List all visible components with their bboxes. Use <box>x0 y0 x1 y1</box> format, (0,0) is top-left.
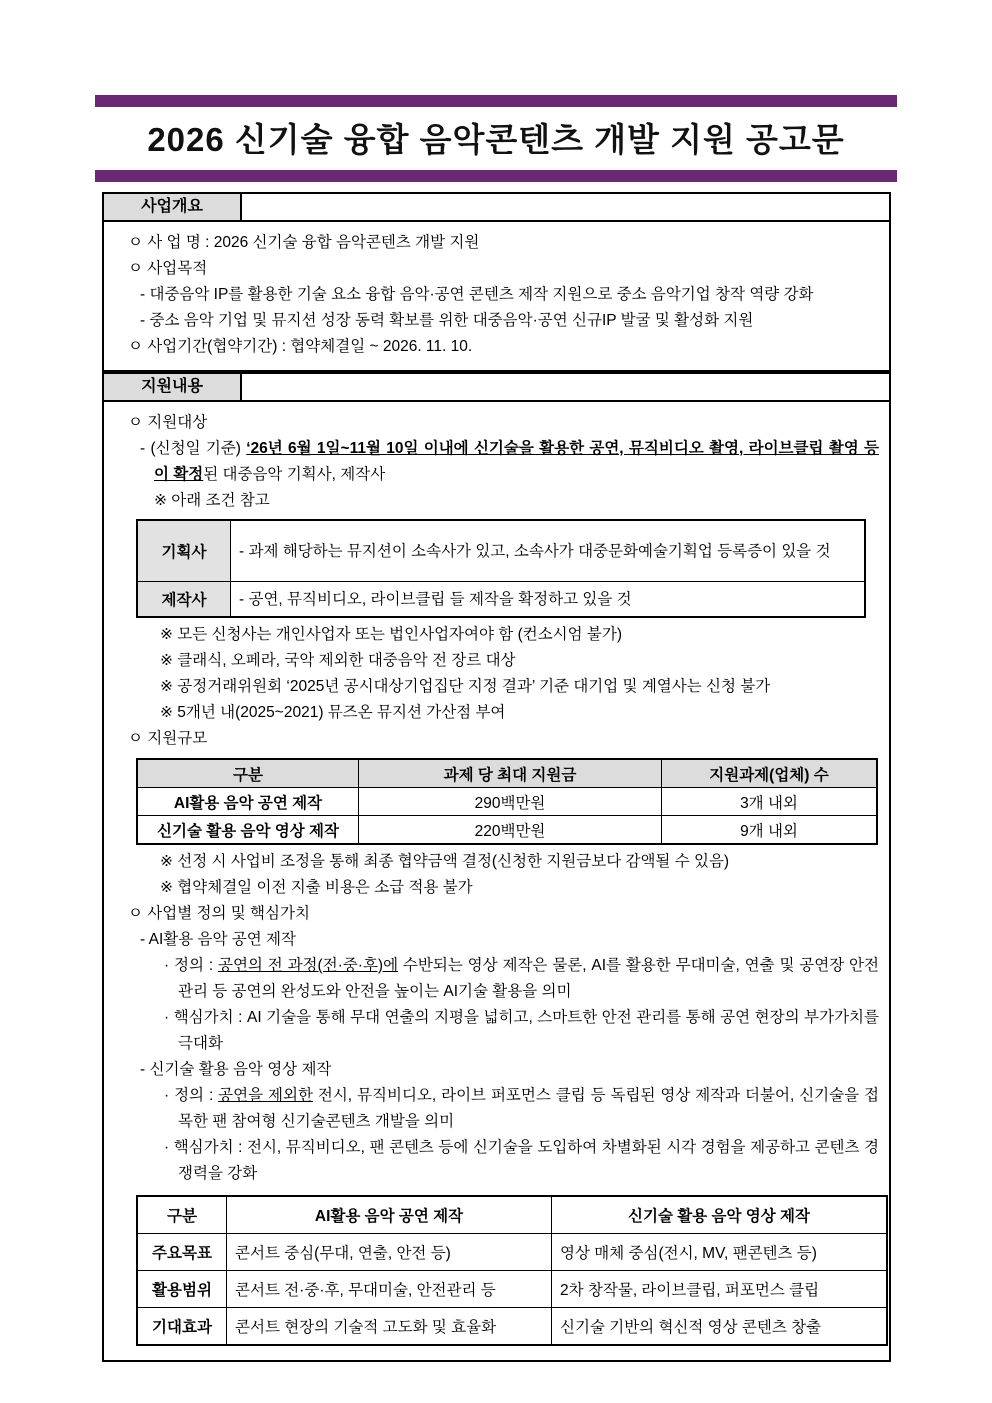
table-row <box>137 788 877 816</box>
newtech-definition-prefix: · 정의 : <box>164 1087 219 1104</box>
target-note-1: ※ 모든 신청사는 개인사업자 또는 법인사업자여야 함 (컨소시엄 불가) <box>160 626 623 643</box>
table-row <box>137 1234 887 1271</box>
scale-header-max-fund: 과제 당 최대 지원금 <box>359 759 662 788</box>
comparison-cell: 2차 창작물, 라이브클립, 퍼포먼스 클립 <box>552 1271 888 1308</box>
ai-block-subtitle: - AI활용 음악 공연 제작 <box>140 931 296 948</box>
table-row <box>137 520 865 582</box>
comparison-cell: 영상 매체 중심(전시, MV, 팬콘텐츠 등) <box>552 1234 888 1271</box>
section-support-title: 지원내용 <box>104 374 242 400</box>
overview-project-name: ㅇ 사 업 명 : 2026 신기술 융합 음악콘텐츠 개발 지원 <box>128 234 480 251</box>
comparison-cell: 신기술 기반의 혁신적 영상 콘텐츠 창출 <box>552 1308 888 1346</box>
ai-definition <box>114 953 879 1005</box>
eligibility-row-label: 제작사 <box>137 582 231 618</box>
eligibility-table <box>136 519 866 618</box>
comparison-header-category: 구분 <box>137 1196 227 1234</box>
comparison-cell: 콘서트 중심(무대, 연출, 안전 등) <box>227 1234 552 1271</box>
newtech-block-subtitle: - 신기술 활용 음악 영상 제작 <box>140 1061 332 1078</box>
overview-period: ㅇ 사업기간(협약기간) : 협약체결일 ~ 2026. 11. 10. <box>128 338 473 355</box>
scale-table <box>136 758 878 845</box>
document-title: 2026 신기술 융합 음악콘텐츠 개발 지원 공고문 <box>147 121 845 158</box>
document-page <box>95 95 897 1362</box>
table-row <box>137 816 877 845</box>
scale-cell: 신기술 활용 음악 영상 제작 <box>137 816 359 845</box>
comparison-cell: 콘서트 전·중·후, 무대미술, 안전관리 등 <box>227 1271 552 1308</box>
comparison-row-label: 주요목표 <box>137 1234 227 1271</box>
comparison-header-newtech: 신기술 활용 음악 영상 제작 <box>552 1196 888 1234</box>
newtech-definition-suffix: 전시, 뮤직비디오, 라이브 퍼포먼스 클립 등 독립된 영상 제작과 더불어, 신기술을 접목한 팬 참여형 신기술콘텐츠 개발을 의미 <box>178 1087 879 1130</box>
comparison-cell: 콘서트 현장의 기술적 고도화 및 효율화 <box>227 1308 552 1346</box>
table-row <box>137 1271 887 1308</box>
section-overview-body <box>102 222 891 372</box>
newtech-definition-underline: 공연을 제외한 <box>218 1087 313 1104</box>
section-overview-header-row <box>102 192 891 222</box>
newtech-core-value: · 핵심가치 : 전시, 뮤직비디오, 팬 콘텐츠 등에 신기술을 도입하여 차별화된 시각 경험을 제공하고 콘텐츠 경쟁력을 강화 <box>164 1139 879 1182</box>
scale-cell: 290백만원 <box>359 788 662 816</box>
eligibility-row-text: - 공연, 뮤직비디오, 라이브클립 들 제작을 확정하고 있을 것 <box>231 582 866 618</box>
scale-cell: 9개 내외 <box>662 816 878 845</box>
comparison-row-label: 활용범위 <box>137 1271 227 1308</box>
scale-cell: 3개 내외 <box>662 788 878 816</box>
target-prefix: - (신청일 기준) <box>140 440 247 457</box>
newtech-definition <box>114 1083 879 1135</box>
scale-cell: 220백만원 <box>359 816 662 845</box>
target-note-2: ※ 클래식, 오페라, 국악 제외한 대중음악 전 장르 대상 <box>160 652 516 669</box>
title-top-bar <box>95 95 897 107</box>
support-scale-title: ㅇ 지원규모 <box>128 730 208 747</box>
table-row <box>137 582 865 618</box>
comparison-header-ai: AI활용 음악 공연 제작 <box>227 1196 552 1234</box>
eligibility-row-text: - 과제 해당하는 뮤지션이 소속사가 있고, 소속사가 대중문화예술기획업 등록증이 있을 것 <box>231 520 866 582</box>
eligibility-row-label: 기획사 <box>137 520 231 582</box>
ai-core-value: · 핵심가치 : AI 기술을 통해 무대 연출의 지평을 넓히고, 스마트한 안전 관리를 통해 공연 현장의 부가가치를 극대화 <box>164 1009 879 1052</box>
target-note-4: ※ 5개년 내(2025~2021) 뮤즈온 뮤지션 가산점 부여 <box>160 704 506 721</box>
table-header-row <box>137 1196 887 1234</box>
scale-header-category: 구분 <box>137 759 359 788</box>
scale-note-2: ※ 협약체결일 이전 지출 비용은 소급 적용 불가 <box>160 879 473 896</box>
section-support-header-spacer <box>242 374 889 400</box>
scale-cell: AI활용 음악 공연 제작 <box>137 788 359 816</box>
ai-definition-suffix: 수반되는 영상 제작은 물론, AI를 활용한 무대미술, 연출 및 공연장 안전 관리 등 공연의 완성도와 안전을 높이는 AI기술 활용을 의미 <box>178 957 879 1000</box>
overview-purpose-item-2: - 중소 음악 기업 및 뮤지션 성장 동력 확보를 위한 대중음악·공연 신규IP 발굴 및 활성화 지원 <box>140 312 754 329</box>
section-overview-header-spacer <box>242 194 889 220</box>
support-target-title: ㅇ 지원대상 <box>128 414 208 431</box>
target-suffix: 된 대중음악 기획사, 제작사 <box>203 466 386 483</box>
overview-purpose-title: ㅇ 사업목적 <box>128 260 208 277</box>
scale-header-count: 지원과제(업체) 수 <box>662 759 878 788</box>
support-target-line <box>114 436 879 488</box>
title-bottom-bar <box>95 170 897 182</box>
section-support-header-row <box>102 372 891 402</box>
scale-note-1: ※ 선정 시 사업비 조정을 통해 최종 협약금액 결정(신청한 지원금보다 감액될 수 있음) <box>160 853 730 870</box>
comparison-row-label: 기대효과 <box>137 1308 227 1346</box>
table-header-row <box>137 759 877 788</box>
target-bold-underline: ‘26년 6월 1일~11월 10일 이내에 신기술을 활용한 공연, 뮤직비디오 촬영, 라이브클립 촬영 등이 확정 <box>154 440 879 483</box>
support-target-note: ※ 아래 조건 참고 <box>154 492 270 509</box>
section-overview-title: 사업개요 <box>104 194 242 220</box>
table-row <box>137 1308 887 1346</box>
section-support-body <box>102 402 891 1362</box>
target-note-3: ※ 공정거래위원회 ‘2025년 공시대상기업집단 지정 결과’ 기준 대기업 및 계열사는 신청 불가 <box>160 678 771 695</box>
section-overview <box>102 192 891 372</box>
ai-definition-prefix: · 정의 : <box>164 957 218 974</box>
comparison-table <box>136 1195 888 1346</box>
definition-section-title: ㅇ 사업별 정의 및 핵심가치 <box>128 905 310 922</box>
section-support <box>102 372 891 1362</box>
ai-definition-underline: 공연의 전 과정(전·중·후)에 <box>217 957 399 974</box>
overview-purpose-item-1: - 대중음악 IP를 활용한 기술 요소 융합 음악·공연 콘텐츠 제작 지원으로 중소 음악기업 창작 역량 강화 <box>140 286 814 303</box>
